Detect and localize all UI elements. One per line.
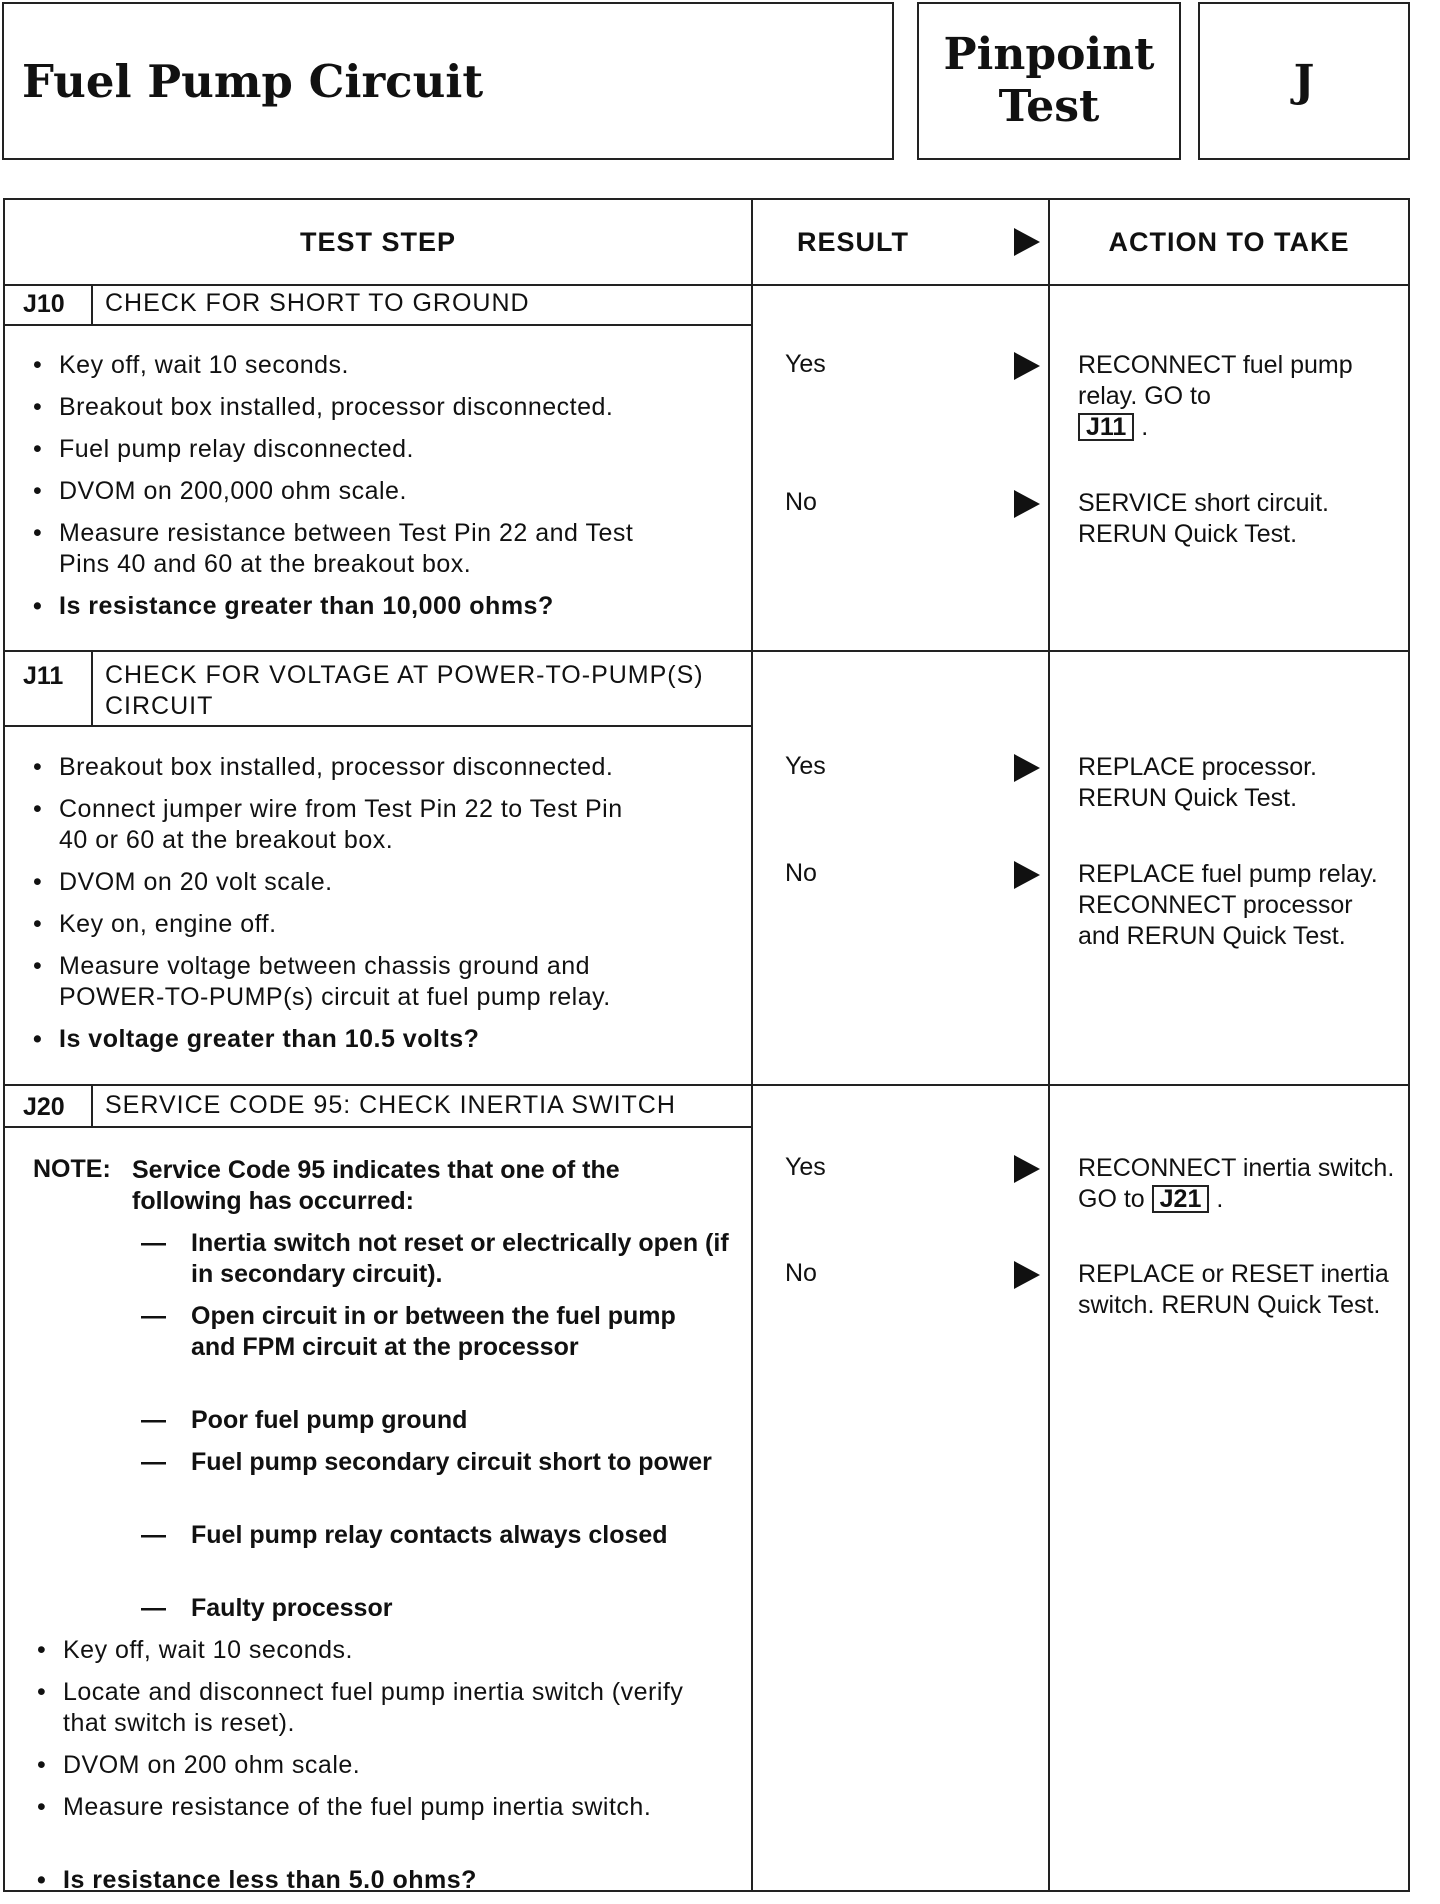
- test-label: Test: [998, 81, 1100, 132]
- step-question: • Is resistance less than 5.0 ohms?: [37, 1866, 477, 1894]
- step-id-divider: [91, 650, 93, 726]
- list-item: • Measure resistance between Test Pin 22 and Test: [33, 519, 634, 547]
- action-text: REPLACE processor. RERUN Quick Test.: [1078, 753, 1317, 812]
- step-title: SERVICE CODE 95: CHECK INERTIA SWITCH: [105, 1091, 676, 1119]
- step-id-divider: [91, 284, 93, 324]
- action-text: REPLACE fuel pump relay. RECONNECT processor and RERUN Quick Test.: [1078, 860, 1378, 950]
- column-divider: [1048, 200, 1050, 1890]
- list-item: • Breakout box installed, processor disconnected.: [33, 753, 614, 781]
- note-condition: — Open circuit in or between the fuel pump and FPM circuit at the processor: [141, 1302, 676, 1361]
- list-item: • Breakout box installed, processor disconnected.: [33, 393, 614, 421]
- result-yes: Yes: [785, 752, 826, 780]
- column-divider: [751, 200, 753, 1890]
- result-arrow-icon: [1014, 754, 1040, 782]
- action-text: RECONNECT fuel pump relay. GO to J11 .: [1078, 351, 1353, 441]
- list-item: • Measure voltage between chassis ground and: [33, 952, 591, 980]
- note-condition: — Fuel pump secondary circuit short to power: [141, 1448, 712, 1476]
- list-item: • Key off, wait 10 seconds.: [37, 1636, 353, 1664]
- result-no: No: [785, 859, 817, 887]
- list-item: • DVOM on 200 ohm scale.: [37, 1751, 361, 1779]
- result-no: No: [785, 1259, 817, 1287]
- note-condition: — Faulty processor: [141, 1594, 393, 1622]
- pinpoint-table: [3, 198, 1410, 1892]
- list-item: • Connect jumper wire from Test Pin 22 to Test Pin: [33, 795, 623, 823]
- action-text: SERVICE short circuit. RERUN Quick Test.: [1078, 489, 1330, 548]
- action-text: RECONNECT inertia switch. GO to J21 .: [1078, 1154, 1395, 1213]
- action-text: REPLACE or RESET inertia switch. RERUN Quick Test.: [1078, 1260, 1389, 1319]
- note-condition: — Poor fuel pump ground: [141, 1406, 468, 1434]
- list-item: • Measure resistance of the fuel pump inertia switch.: [37, 1793, 652, 1821]
- step-title-divider: [5, 725, 751, 727]
- step-title: CHECK FOR VOLTAGE AT POWER-TO-PUMP(S) CIRCUIT: [105, 661, 704, 720]
- note-condition: — Inertia switch not reset or electrically open (if in secondary circuit).: [141, 1229, 729, 1288]
- list-item-continued: POWER-TO-PUMP(s) circuit at fuel pump relay.: [59, 983, 611, 1011]
- result-no: No: [785, 488, 817, 516]
- test-letter-box: [1198, 2, 1410, 160]
- note-condition: — Fuel pump relay contacts always closed: [141, 1521, 668, 1549]
- step-id: J20: [23, 1093, 65, 1121]
- step-question: • Is resistance greater than 10,000 ohms?: [33, 592, 554, 620]
- list-item-continued: Pins 40 and 60 at the breakout box.: [59, 550, 472, 578]
- page-title: Fuel Pump Circuit: [22, 54, 484, 108]
- test-letter: J: [1293, 55, 1315, 107]
- note-line: following has occurred:: [132, 1187, 414, 1215]
- list-item: • Key off, wait 10 seconds.: [33, 351, 349, 379]
- list-item: • DVOM on 200,000 ohm scale.: [33, 477, 407, 505]
- pinpoint-label: Pinpoint: [943, 29, 1155, 80]
- step-reference[interactable]: J21: [1152, 1185, 1210, 1213]
- step-divider: [5, 1084, 1408, 1086]
- step-id: J11: [23, 662, 64, 690]
- result-arrow-icon: [1014, 228, 1040, 256]
- title-box: [2, 2, 894, 160]
- step-title-divider: [5, 324, 751, 326]
- result-arrow-icon: [1014, 1155, 1040, 1183]
- result-arrow-icon: [1014, 861, 1040, 889]
- result-yes: Yes: [785, 1153, 826, 1181]
- header-divider: [5, 284, 1408, 286]
- step-title-divider: [5, 1126, 751, 1128]
- list-item: • Locate and disconnect fuel pump inertia switch (verify that switch is reset).: [37, 1678, 684, 1737]
- list-item: • Fuel pump relay disconnected.: [33, 435, 414, 463]
- pinpoint-test-box: [917, 2, 1181, 160]
- step-question: • Is voltage greater than 10.5 volts?: [33, 1025, 480, 1053]
- step-divider: [5, 650, 1408, 652]
- result-header: RESULT: [797, 226, 909, 257]
- list-item: • DVOM on 20 volt scale.: [33, 868, 333, 896]
- result-arrow-icon: [1014, 490, 1040, 518]
- step-title: CHECK FOR SHORT TO GROUND: [105, 289, 530, 317]
- result-arrow-icon: [1014, 352, 1040, 380]
- note-line: Service Code 95 indicates that one of the: [132, 1156, 620, 1184]
- step-id-divider: [91, 1084, 93, 1126]
- test-step-header: TEST STEP: [299, 226, 457, 257]
- step-reference[interactable]: J11: [1078, 413, 1134, 441]
- list-item-continued: 40 or 60 at the breakout box.: [59, 826, 394, 854]
- list-item: • Key on, engine off.: [33, 910, 277, 938]
- result-yes: Yes: [785, 350, 826, 378]
- step-id: J10: [23, 290, 65, 318]
- result-arrow-icon: [1014, 1261, 1040, 1289]
- action-header: ACTION TO TAKE: [1108, 226, 1350, 257]
- note-label: NOTE:: [33, 1155, 111, 1183]
